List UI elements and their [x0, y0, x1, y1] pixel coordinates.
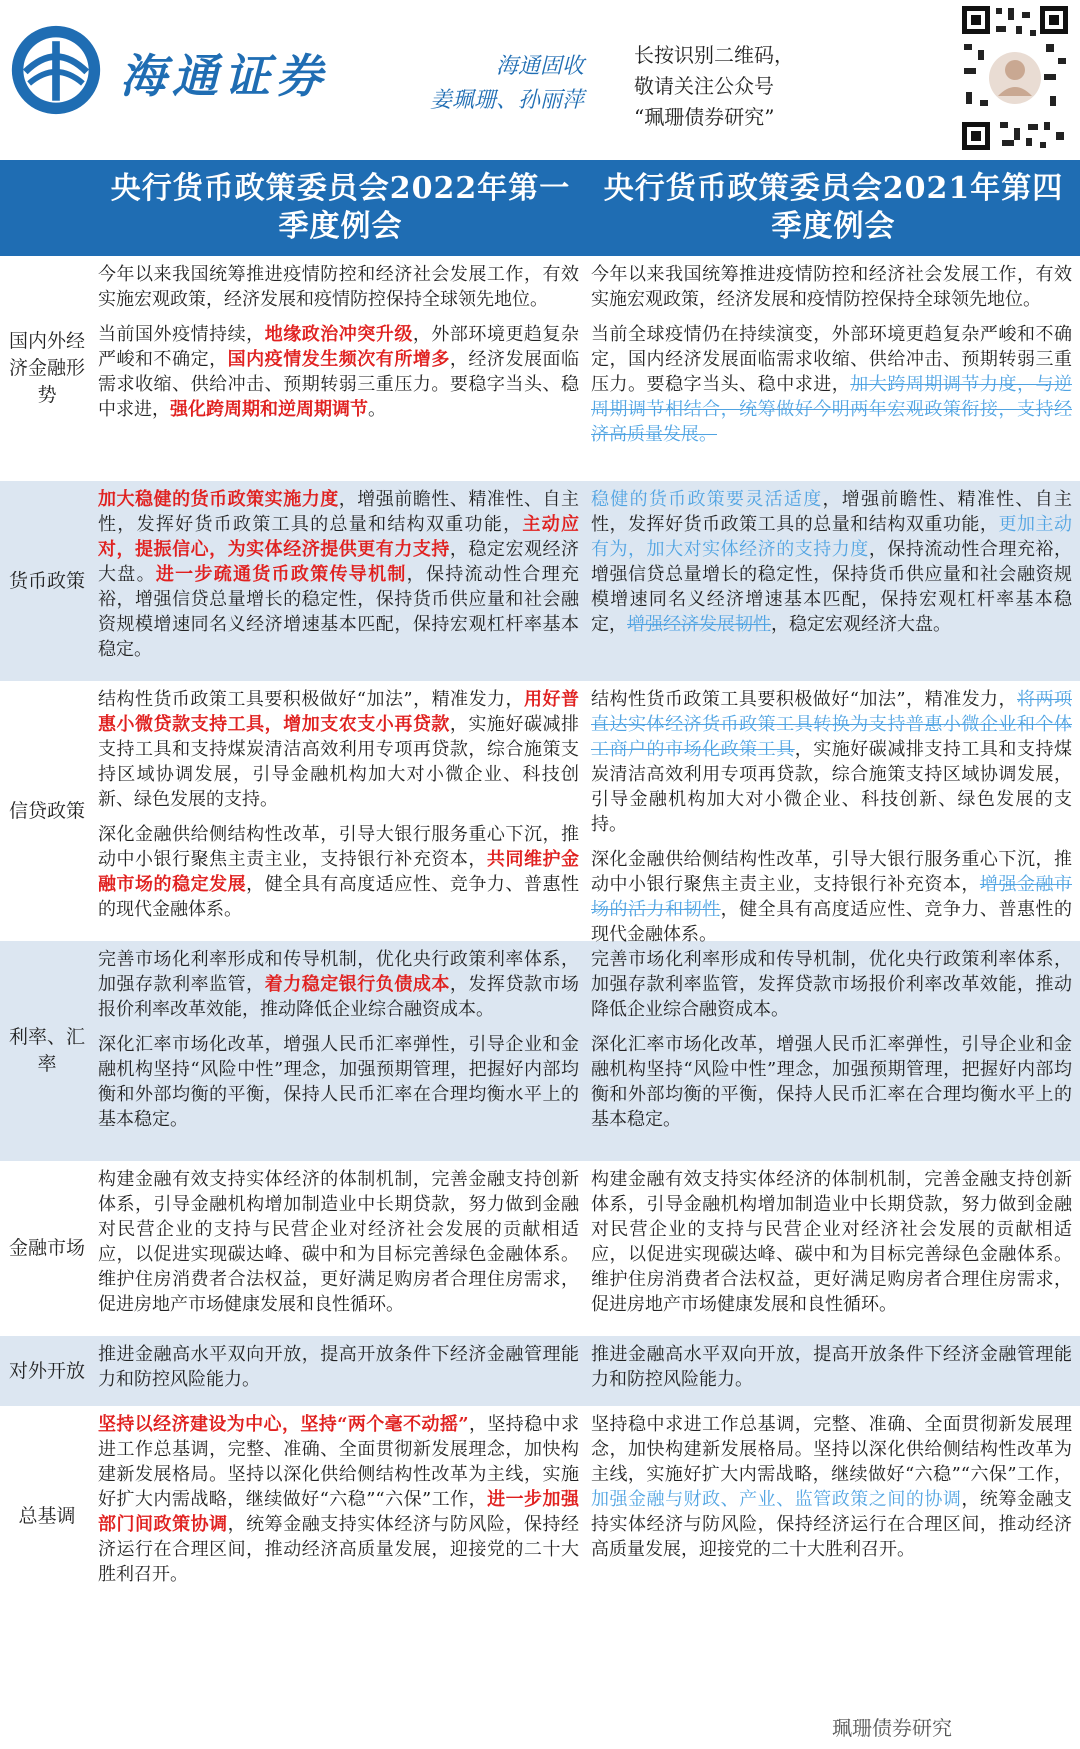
cell-paragraph: 完善市场化利率形成和传导机制，优化央行政策利率体系，加强存款利率监管，发挥贷款市场报价利率改革效能，推动降低企业综合融资成本。 [591, 949, 1072, 1020]
column-2022q1: 央行货币政策委员会2022年第一季度例会 [110, 171, 571, 244]
cell-paragraph [98, 487, 579, 662]
text-span: 当前国外疫情持续， [98, 324, 265, 345]
text-span: ，统筹金融支持实体经济与防风险，保持经济运行在合理区间，推动经济高质量发展，迎接党的二十大胜利召开。 [591, 1489, 1073, 1560]
removed-text: 加强金融与财政、产业、监管政策之间的协调 [591, 1489, 962, 1510]
removed-text: 增强经济发展韧性 [627, 614, 771, 635]
text-span: ，健全具有高度适应性、竞争力、普惠性的现代金融体系。 [98, 874, 580, 920]
cell-2021q4 [587, 256, 1080, 481]
cell-paragraph: 构建金融有效支持实体经济的体制机制，完善金融支持创新体系，引导金融机构增加制造业中长期贷款，努力做到金融对民营企业的支持与民营企业对经济社会发展的贡献相适应，以促进实现碳达峰、碳中和为目标完善绿色金融体系。维护住房消费者合法权益，更好满足购房者合理住房需求，促进房地产市场健康发展和良性循环。 [98, 1169, 579, 1315]
cell-2021q4 [587, 941, 1080, 1161]
removed-text: 稳健的货币政策要灵活适度 [591, 489, 823, 510]
cell-paragraph [98, 947, 579, 1022]
text-span: 深化金融供给侧结构性改革，引导大银行服务重心下沉，推动中小银行聚焦主责主业，支持银行补充资本， [98, 824, 579, 870]
cell-paragraph [591, 322, 1072, 447]
highlight-text: 地缘政治冲突升级 [264, 324, 413, 345]
highlight-text: 共同维护金融市场的稳定发展 [98, 849, 580, 895]
table-header [0, 160, 1080, 256]
text-span: 结构性货币政策工具要积极做好“加法”，精准发力， [98, 689, 525, 710]
cell-2021q4 [587, 1336, 1080, 1406]
highlight-text: 国内疫情发生频次有所增多 [227, 349, 450, 370]
haitong-logo-icon [8, 22, 104, 118]
table-row [0, 1406, 1080, 1626]
follow-line: 敬请关注公众号 [634, 74, 774, 98]
comparison-table [0, 160, 1080, 1626]
cell-paragraph [591, 687, 1072, 837]
cell-paragraph [98, 822, 579, 922]
text-span: ，保持流动性合理充裕，增强信贷总量增长的稳定性，保持货币供应量和社会融资规模增速同名义经济增速基本匹配，保持宏观杠杆率基本稳定。 [98, 564, 580, 660]
removed-text: 增强金融市场的活力和韧性 [591, 874, 1073, 920]
research-team [384, 50, 584, 118]
text-span: 深化金融供给侧结构性改革，引导大银行服务重心下沉，推动中小银行聚焦主责主业，支持银行补充资本， [591, 849, 1072, 895]
qr-code-icon[interactable] [960, 4, 1070, 152]
table-row [0, 1336, 1080, 1406]
text-span: ，经济发展面临需求收缩、供给冲击、预期转弱三重压力。要稳字当头、稳中求进， [98, 349, 580, 420]
cell-2021q4 [587, 481, 1080, 681]
cell-paragraph: 构建金融有效支持实体经济的体制机制，完善金融支持创新体系，引导金融机构增加制造业中长期贷款，努力做到金融对民营企业的支持与民营企业对经济社会发展的贡献相适应，以促进实现碳达峰、碳中和为目标完善绿色金融体系。维护住房消费者合法权益，更好满足购房者合理住房需求，促进房地产市场健康发展和良性循环。 [591, 1169, 1072, 1315]
text-span: ，增强前瞻性、精准性、自主性，发挥好货币政策工具的总量和结构双重功能， [98, 489, 580, 535]
cell-2021q4 [587, 1161, 1080, 1336]
cell-paragraph: 推进金融高水平双向开放，提高开放条件下经济金融管理能力和防控风险能力。 [98, 1344, 579, 1390]
cell-paragraph [591, 487, 1072, 637]
wechat-watermark: 珮珊债券研究 [832, 1716, 952, 1740]
removed-text: 加大跨周期调节力度，与逆周期调节相结合，统筹做好今明两年宏观政策衔接，支持经济高质量发展。 [591, 374, 1073, 445]
row-label: 国内外经济金融形势 [8, 330, 85, 406]
cell-2022q1 [94, 681, 587, 941]
cell-paragraph [98, 1412, 579, 1587]
text-span: ，坚持稳中求进工作总基调，完整、准确、全面贯彻新发展理念，加快构建新发展格局。坚持以深化供给侧结构性改革为主线，实施好扩大内需战略，继续做好“六稳”“六保”工作， [98, 1414, 579, 1510]
row-label: 对外开放 [8, 1359, 85, 1382]
table-row [0, 481, 1080, 681]
cell-2022q1 [94, 1161, 587, 1336]
cell-paragraph [591, 847, 1072, 947]
table-row [0, 681, 1080, 945]
text-span: 坚持稳中求进工作总基调，完整、准确、全面贯彻新发展理念，加快构建新发展格局。坚持以深化供给侧结构性改革为主线，实施好扩大内需战略，继续做好“六稳”“六保”工作， [591, 1414, 1072, 1485]
page-header [0, 0, 1080, 160]
cell-paragraph [591, 1412, 1072, 1562]
removed-text: 将两项直达实体经济货币政策工具转换为支持普惠小微企业和个体工商户的市场化政策工具 [591, 689, 1072, 760]
cell-2021q4 [587, 1406, 1080, 1626]
text-span: 当前全球疫情仍在持续演变，外部环境更趋复杂严峻和不确定，国内经济发展面临需求收缩、供给冲击、预期转弱三重压力。要稳字当头、稳中求进， [591, 324, 1072, 395]
cell-paragraph [98, 687, 579, 812]
cell-2022q1 [94, 1336, 587, 1406]
row-label: 货币政策 [8, 569, 85, 592]
text-span: ，实施好碳减排支持工具和支持煤炭清洁高效利用专项再贷款，综合施策支持区域协调发展，引导金融机构加大对小微企业、科技创新、绿色发展的支持。 [591, 739, 1072, 835]
cell-paragraph: 今年以来我国统筹推进疫情防控和经济社会发展工作，有效实施宏观政策，经济发展和疫情防控保持全球领先地位。 [98, 264, 579, 310]
highlight-text: 主动应对，提振信心，为实体经济提供更有力支持 [98, 514, 580, 560]
column-2021q4: 央行货币政策委员会2021年第四季度例会 [603, 171, 1064, 244]
follow-line: 长按识别二维码， [634, 43, 794, 67]
text-span: ，健全具有高度适应性、竞争力、普惠性的现代金融体系。 [591, 899, 1072, 945]
cell-paragraph: 今年以来我国统筹推进疫情防控和经济社会发展工作，有效实施宏观政策，经济发展和疫情防控保持全球领先地位。 [591, 264, 1072, 310]
cell-2022q1 [94, 941, 587, 1161]
text-span: ，增强前瞻性、精准性、自主性，发挥好货币政策工具的总量和结构双重功能， [591, 489, 1072, 535]
highlight-text: 强化跨周期和逆周期调节 [170, 399, 368, 420]
row-label: 总基调 [18, 1504, 76, 1527]
header-blank [0, 160, 94, 256]
row-label: 利率、汇率 [8, 1026, 85, 1075]
text-span: ，稳定宏观经济大盘。 [98, 539, 580, 585]
table-row [0, 1161, 1080, 1336]
row-label: 金融市场 [8, 1237, 85, 1259]
highlight-text: 用好普惠小微贷款支持工具，增加支农支小再贷款 [98, 689, 579, 735]
highlight-text: 加大稳健的货币政策实施力度 [98, 489, 339, 510]
table-row [0, 256, 1080, 481]
cell-2022q1 [94, 481, 587, 681]
cell-2022q1 [94, 256, 587, 481]
cell-2022q1 [94, 1406, 587, 1626]
text-span: 完善市场化利率形成和传导机制，优化央行政策利率体系，加强存款利率监管， [98, 949, 579, 995]
text-span: 结构性货币政策工具要积极做好“加法”，精准发力， [591, 689, 1018, 710]
table-row [0, 941, 1080, 1161]
text-span: 。 [368, 399, 386, 420]
text-span: ，稳定宏观经济大盘。 [771, 614, 951, 635]
highlight-text: 进一步疏通货币政策传导机制 [155, 564, 407, 585]
follow-line: “珮珊债券研究” [634, 105, 775, 129]
text-span: ，保持流动性合理充裕，增强信贷总量增长的稳定性，保持货币供应量和社会融资规模增速同名义经济增速基本匹配，保持宏观杠杆率基本稳定， [591, 539, 1073, 635]
follow-prompt [634, 40, 794, 133]
text-span: ，实施好碳减排支持工具和支持煤炭清洁高效利用专项再贷款，综合施策支持区域协调发展，引导金融机构加大对小微企业、科技创新、绿色发展的支持。 [98, 714, 580, 810]
cell-paragraph: 推进金融高水平双向开放，提高开放条件下经济金融管理能力和防控风险能力。 [591, 1344, 1072, 1390]
cell-paragraph [98, 322, 579, 422]
row-label: 信贷政策 [8, 799, 85, 822]
highlight-text: 进一步加强部门间政策协调 [98, 1489, 579, 1535]
text-span: ，外部环境更趋复杂严峻和不确定， [98, 324, 580, 370]
analyst-names: 姜珮珊、孙丽萍 [429, 88, 584, 113]
highlight-text: 坚持以经济建设为中心，坚持“两个毫不动摇” [98, 1414, 469, 1435]
removed-text: 更加主动有为，加大对实体经济的支持力度 [591, 514, 1072, 560]
highlight-text: 着力稳定银行负债成本 [264, 974, 450, 995]
cell-2021q4 [587, 681, 1080, 945]
cell-paragraph: 深化汇率市场化改革，增强人民币汇率弹性，引导企业和金融机构坚持“风险中性”理念，加强预期管理，把握好内部均衡和外部均衡的平衡，保持人民币汇率在合理均衡水平上的基本稳定。 [98, 1034, 579, 1130]
team-name: 海通固收 [495, 54, 584, 79]
cell-paragraph: 深化汇率市场化改革，增强人民币汇率弹性，引导企业和金融机构坚持“风险中性”理念，加强预期管理，把握好内部均衡和外部均衡的平衡，保持人民币汇率在合理均衡水平上的基本稳定。 [591, 1034, 1072, 1130]
brand-name: 海通证券 [120, 49, 328, 103]
text-span: ，统筹金融支持实体经济与防风险，保持经济运行在合理区间，推动经济高质量发展，迎接党的二十大胜利召开。 [98, 1514, 579, 1585]
text-span: ，发挥贷款市场报价利率改革效能，推动降低企业综合融资成本。 [98, 974, 580, 1020]
